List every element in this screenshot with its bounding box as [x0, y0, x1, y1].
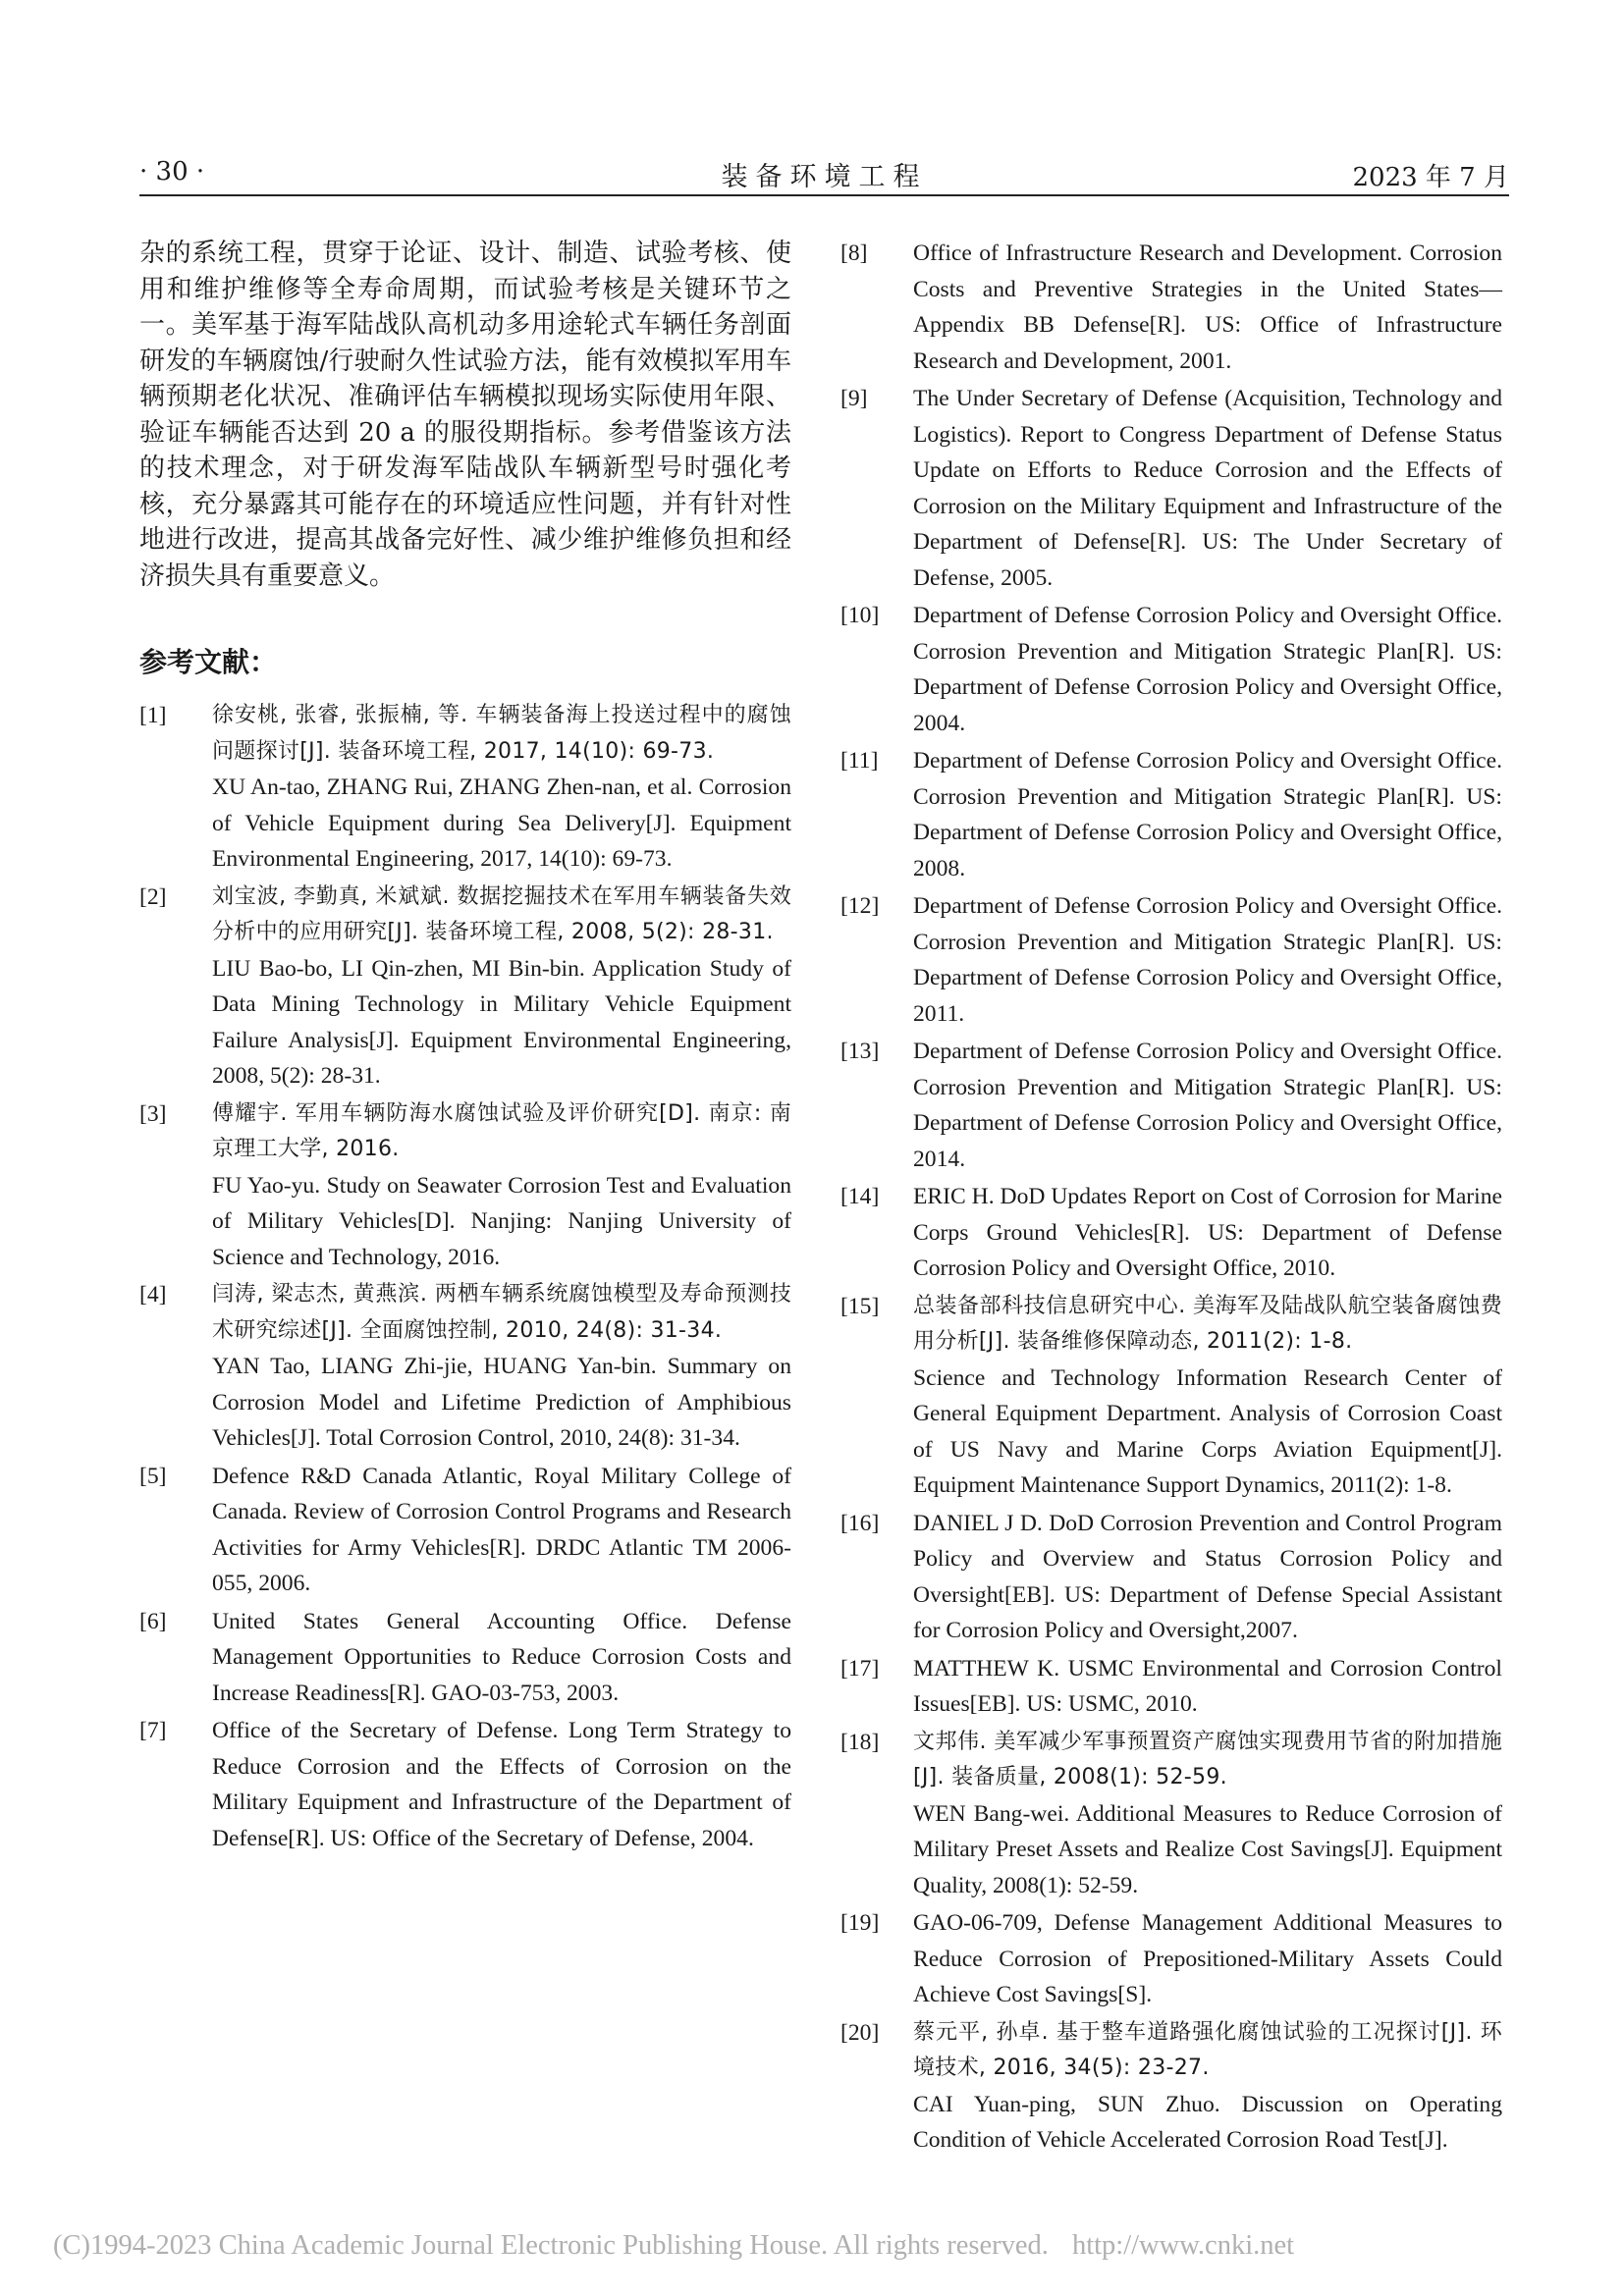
reference-item	[840, 381, 1502, 596]
reference-number: [17]	[840, 1655, 880, 1682]
reference-text-english: YAN Tao, LIANG Zhi-jie, HUANG Yan-bin. Summary on Corrosion Model and Lifetime Prediction of Amphibious Vehicles[J]. Total Corrosion Control, 2010, 24(8): 31-34.	[212, 1354, 791, 1451]
reference-number: [7]	[139, 1718, 167, 1743]
reference-text-english: Department of Defense Corrosion Policy and Oversight Office. Corrosion Prevention and Mitigation Strategic Plan[R]. US: Department of Defense Corrosion Policy and Oversight Office, 2014.	[913, 1039, 1502, 1172]
reference-item	[139, 698, 791, 878]
reference-text-chinese: 文邦伟. 美军减少军事预置资产腐蚀实现费用节省的附加措施[J]. 装备质量, 2008(1): 52-59.	[913, 1729, 1502, 1789]
running-header	[139, 155, 1509, 196]
reference-text-chinese: 徐安桃, 张睿, 张振楠, 等. 车辆装备海上投送过程中的腐蚀问题探讨[J]. 装备环境工程, 2017, 14(10): 69-73.	[212, 703, 791, 764]
references-heading: 参考文献：	[139, 646, 278, 678]
page-number: · 30 ·	[139, 157, 205, 187]
copyright-footer	[53, 2230, 1565, 2262]
reference-text-english: United States General Accounting Office. Defense Management Opportunities to Reduce Corrosion Costs and Increase Readiness[R]. GAO-03-753, 2003.	[212, 1608, 791, 1706]
reference-item	[139, 880, 791, 1095]
reference-item	[840, 1651, 1502, 1723]
reference-list-right	[840, 236, 1502, 2159]
reference-text-english: WEN Bang-wei. Additional Measures to Reduce Corrosion of Military Preset Assets and Realize Cost Savings[J]. Equipment Quality, 2008(1): 52-59.	[913, 1800, 1502, 1898]
reference-text-english: Office of the Secretary of Defense. Long Term Strategy to Reduce Corrosion and the Effects of Corrosion on the Military Equipment and Infrastructure of the Department of Defense[R]. US: Office of the Secretary of Defense, 2004.	[212, 1718, 791, 1851]
cnki-link[interactable]: http://www.cnki.net	[1071, 2230, 1295, 2261]
reference-item	[840, 236, 1502, 379]
reference-text-chinese: 总装备部科技信息研究中心. 美海军及陆战队航空装备腐蚀费用分析[J]. 装备维修保障动态, 2011(2): 1-8.	[913, 1293, 1502, 1354]
right-column	[840, 236, 1502, 2161]
reference-item	[840, 1725, 1502, 1904]
reference-text-english: Defence R&D Canada Atlantic, Royal Military College of Canada. Review of Corrosion Control Programs and Research Activities for Army Vehicles[R]. DRDC Atlantic TM 2006-055, 2006.	[212, 1463, 791, 1596]
reference-text-english: Department of Defense Corrosion Policy and Oversight Office. Corrosion Prevention and Mitigation Strategic Plan[R]. US: Department of Defense Corrosion Policy and Oversight Office, 2008.	[913, 748, 1502, 881]
reference-item	[840, 1506, 1502, 1649]
reference-number: [12]	[840, 893, 880, 919]
reference-item	[840, 1034, 1502, 1177]
reference-text-chinese: 刘宝波, 李勤真, 米斌斌. 数据挖掘技术在军用车辆装备失效分析中的应用研究[J]. 装备环境工程, 2008, 5(2): 28-31.	[212, 883, 791, 944]
reference-text-english: GAO-06-709, Defense Management Additional Measures to Reduce Corrosion of Prepositioned-Military Assets Could Achieve Cost Savings[S].	[913, 1910, 1502, 2007]
reference-item	[840, 888, 1502, 1032]
issue-date: 2023 年 7 月	[1352, 163, 1509, 192]
reference-text-chinese: 蔡元平, 孙卓. 基于整车道路强化腐蚀试验的工况探讨[J]. 环境技术, 2016, 34(5): 23-27.	[913, 2019, 1502, 2080]
journal-title: 装备环境工程	[721, 162, 928, 192]
reference-item	[840, 1905, 1502, 2013]
reference-item	[139, 1459, 791, 1602]
reference-item	[840, 743, 1502, 886]
reference-number: [5]	[139, 1463, 167, 1489]
reference-text-english: Science and Technology Information Research Center of General Equipment Department. Analysis of Corrosion Coast of US Navy and Marine Corps Aviation Equipment[J]. Equipment Maintenance Support Dynamics, 2011(2): 1-8.	[913, 1364, 1502, 1498]
reference-number: [2]	[139, 883, 167, 910]
reference-text-english: ERIC H. DoD Updates Report on Cost of Corrosion for Marine Corps Ground Vehicles[R]. US: Department of Defense Corrosion Policy and Oversight Office, 2010.	[913, 1184, 1502, 1281]
reference-number: [3]	[139, 1100, 167, 1127]
reference-list-left	[139, 698, 791, 1856]
reference-text-english: DANIEL J D. DoD Corrosion Prevention and Control Program Policy and Overview and Status Corrosion Policy and Oversight[EB]. US: Department of Defense Special Assistant for Corrosion Policy and Oversight,2007.	[913, 1510, 1502, 1643]
reference-text-english: Department of Defense Corrosion Policy and Oversight Office. Corrosion Prevention and Mitigation Strategic Plan[R]. US: Department of Defense Corrosion Policy and Oversight Office, 2011.	[913, 893, 1502, 1027]
reference-item	[840, 598, 1502, 741]
reference-number: [16]	[840, 1510, 880, 1536]
reference-item	[840, 1179, 1502, 1287]
reference-text-english: CAI Yuan-ping, SUN Zhuo. Discussion on Operating Condition of Vehicle Accelerated Corrosion Road Test[J].	[913, 2091, 1502, 2153]
copyright-text: (C)1994-2023 China Academic Journal Electronic Publishing House. All rights reserved.	[53, 2230, 1049, 2261]
reference-number: [18]	[840, 1729, 880, 1755]
reference-text-chinese: 闫涛, 梁志杰, 黄燕滨. 两栖车辆系统腐蚀模型及寿命预测技术研究综述[J]. 全面腐蚀控制, 2010, 24(8): 31-34.	[212, 1282, 791, 1343]
reference-number: [15]	[840, 1293, 880, 1319]
reference-item	[840, 1289, 1502, 1504]
reference-text-english: XU An-tao, ZHANG Rui, ZHANG Zhen-nan, et al. Corrosion of Vehicle Equipment during Sea Delivery[J]. Equipment Environmental Engineering, 2017, 14(10): 69-73.	[212, 774, 791, 872]
left-column	[139, 236, 791, 1858]
reference-text-english: Office of Infrastructure Research and Development. Corrosion Costs and Preventive Strategies in the United States—Appendix BB Defense[R]. US: Office of Infrastructure Research and Development, 2001.	[913, 240, 1502, 374]
reference-text-english: LIU Bao-bo, LI Qin-zhen, MI Bin-bin. Application Study of Data Mining Technology in Military Vehicle Equipment Failure Analysis[J]. Equipment Environmental Engineering, 2008, 5(2): 28-31.	[212, 955, 791, 1089]
reference-text-english: The Under Secretary of Defense (Acquisition, Technology and Logistics). Report to Congress Department of Defense Status Update on Efforts to Reduce Corrosion and the Effects of Corrosion on the Military Equipment and Infrastructure of the Department of Defense[R]. US: The Under Secretary of Defense, 2005.	[913, 386, 1502, 591]
reference-number: [13]	[840, 1039, 880, 1064]
reference-text-english: MATTHEW K. USMC Environmental and Corrosion Control Issues[EB]. US: USMC, 2010.	[913, 1655, 1502, 1717]
reference-number: [11]	[840, 748, 879, 774]
reference-number: [1]	[139, 703, 167, 728]
reference-number: [20]	[840, 2019, 880, 2046]
reference-text-english: Department of Defense Corrosion Policy and Oversight Office. Corrosion Prevention and Mitigation Strategic Plan[R]. US: Department of Defense Corrosion Policy and Oversight Office, 2004.	[913, 603, 1502, 736]
reference-item	[139, 1713, 791, 1856]
reference-item	[840, 2015, 1502, 2159]
reference-text-chinese: 傅耀宇. 军用车辆防海水腐蚀试验及评价研究[D]. 南京: 南京理工大学, 2016.	[212, 1100, 791, 1161]
reference-number: [8]	[840, 240, 868, 266]
reference-item	[139, 1604, 791, 1712]
reference-item	[139, 1277, 791, 1457]
reference-number: [10]	[840, 603, 880, 628]
reference-number: [9]	[840, 386, 868, 411]
reference-number: [4]	[139, 1282, 167, 1308]
body-paragraph: 杂的系统工程，贯穿于论证、设计、制造、试验考核、使用和维护维修等全寿命周期，而试验考核是关键环节之一。美军基于海军陆战队高机动多用途轮式车辆任务剖面研发的车辆腐蚀/行驶耐久性试验方法，能有效模拟军用车辆预期老化状况、准确评估车辆模拟现场实际使用年限、验证车辆能否达到 20 a 的服役期指标。参考借鉴该方法的技术理念，对于研发海军陆战队车辆新型号时强化考核，充分暴露其可能存在的环境适应性问题，并有针对性地进行改进，提高其战备完好性、减少维护维修负担和经济损失具有重要意义。	[139, 239, 791, 591]
reference-item	[139, 1096, 791, 1276]
reference-number: [14]	[840, 1184, 880, 1209]
reference-number: [6]	[139, 1608, 167, 1634]
reference-text-english: FU Yao-yu. Study on Seawater Corrosion Test and Evaluation of Military Vehicles[D]. Nanjing: Nanjing University of Science and Technology, 2016.	[212, 1172, 791, 1270]
reference-number: [19]	[840, 1910, 880, 1936]
